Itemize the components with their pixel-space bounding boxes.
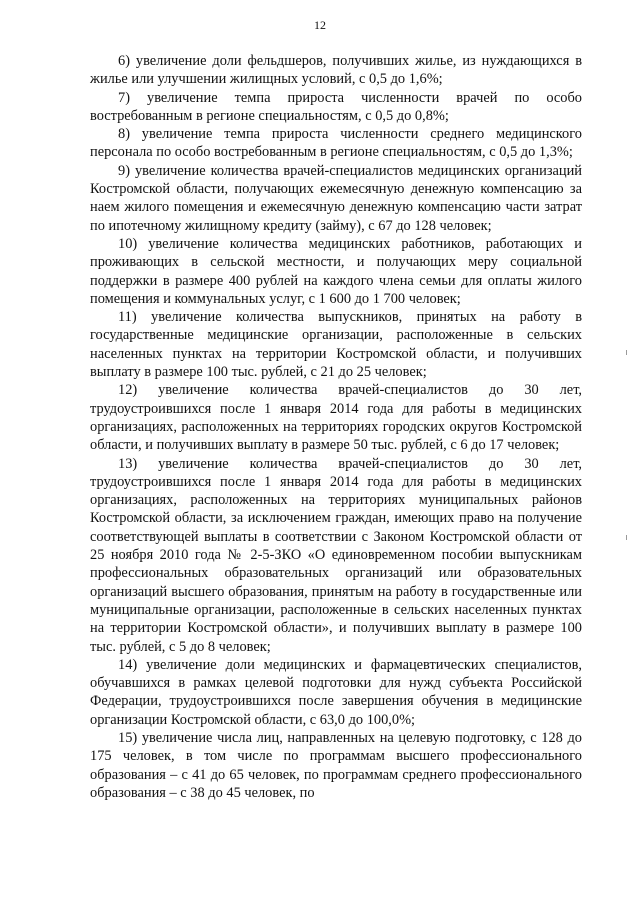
list-item-8: 8) увеличение темпа прироста численности среднего медицинского персонала по особо востребованным в регионе специальностям, с 0,5 до 1,3%; [90,126,582,161]
list-item-6: 6) увеличение доли фельдшеров, получивших жилье, из нуждающихся в жилье или улучшении жилищных условий, с 0,5 до 1,6%; [90,53,582,88]
list-item-12: 12) увеличение количества врачей-специалистов до 30 лет, трудоустроившихся после 1 января 2014 года для работы в медицинских организациях, расположенных на территориях городских округов Костромской области, и получивших выплату в размере 50 тыс. рублей, с 6 до 17 человек; [90,382,582,454]
page-number: 12 [314,18,326,32]
margin-tick-mark [626,535,627,540]
list-item-7: 7) увеличение темпа прироста численности врачей по особо востребованным в регионе специальностям, с 0,5 до 0,8%; [90,89,582,124]
margin-tick-mark [626,350,627,355]
list-item-10: 10) увеличение количества медицинских работников, работающих и проживающих в сельской местности, и получающих меру социальной поддержки в размере 400 рублей на каждого члена семьи для оплаты жилого помещения и коммунальных услуг, с 1 600 до 1 700 человек; [90,235,582,307]
list-item-11: 11) увеличение количества выпускников, принятых на работу в государственные медицинские организации, расположенные в сельских населенных пунктах на территории Костромской области, и получивших выплату в размере 100 тыс. рублей, с 21 до 25 человек; [90,309,582,381]
document-body [90,52,582,802]
list-item-15: 15) увеличение числа лиц, направленных на целевую подготовку, с 128 до 175 человек, в том числе по программам высшего профессионального образования – с 41 до 65 человек, по программам среднего профессионального образования – с 38 до 45 человек, по [90,729,582,801]
list-item-9: 9) увеличение количества врачей-специалистов медицинских организаций Костромской области, получающих ежемесячную денежную компенсацию за наем жилого помещения и ежемесячную денежную компенсацию части затрат по ипотечному жилищному кредиту (займу), с 67 до 128 человек; [90,162,582,234]
list-item-14: 14) увеличение доли медицинских и фармацевтических специалистов, обучавшихся в рамках целевой подготовки для нужд субъекта Российской Федерации, трудоустроившихся после завершения обучения в медицинские организации Костромской области, с 63,0 до 100,0%; [90,656,582,728]
list-item-13: 13) увеличение количества врачей-специалистов до 30 лет, трудоустроившихся после 1 января 2014 года для работы в медицинских организациях, расположенных на территориях муниципальных районов Костромской области, за исключением граждан, имеющих право на получение соответствующей выплаты в соответствии с Законом Костромской области от 25 ноября 2010 года № 2-5-ЗКО «О единовременном пособии выпускникам профессиональных образовательных организаций или образовательных организаций высшего образования, принятым на работу в государственные или муниципальные организации, расположенные в сельских населенных пунктах на территории Костромской области», и получивших выплату в размере 100 тыс. рублей, с 5 до 8 человек; [90,455,582,655]
